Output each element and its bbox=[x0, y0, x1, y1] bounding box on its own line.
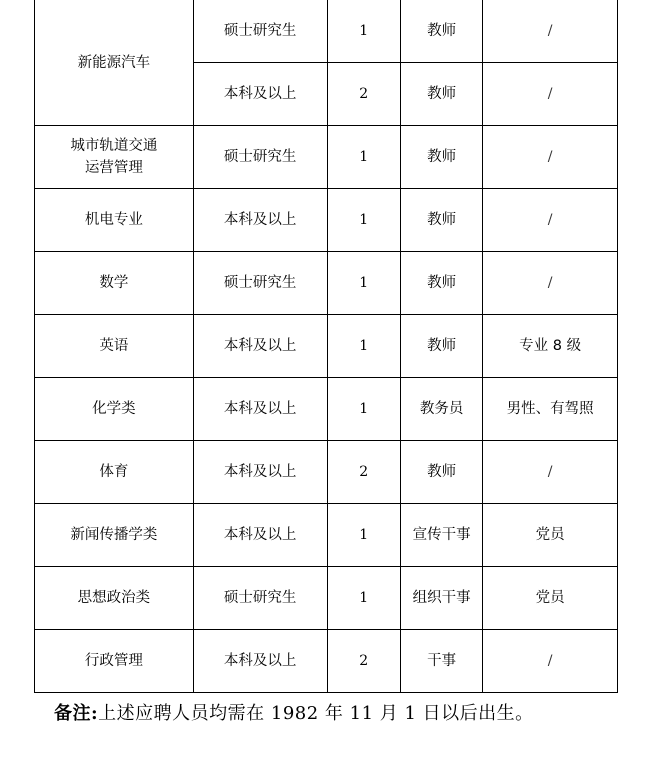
cell-education: 本科及以上 bbox=[193, 63, 327, 126]
cell-requirement: 党员 bbox=[483, 567, 618, 630]
cell-major bbox=[35, 0, 194, 126]
cell-position: 教师 bbox=[400, 315, 482, 378]
major-line: 英语 bbox=[99, 338, 129, 354]
cell-position: 宣传干事 bbox=[400, 504, 482, 567]
major-line: 新能源汽车 bbox=[77, 54, 151, 71]
footnote bbox=[54, 699, 534, 725]
cell-requirement: / bbox=[483, 630, 618, 693]
cell-count: 1 bbox=[327, 252, 400, 315]
major-line: 数学 bbox=[99, 275, 129, 291]
major-line: 新闻传播学类 bbox=[70, 527, 158, 543]
major-line: 城市轨道交通 bbox=[70, 138, 158, 154]
cell-education: 本科及以上 bbox=[193, 378, 327, 441]
cell-education: 硕士研究生 bbox=[193, 567, 327, 630]
major-line: 化学类 bbox=[92, 401, 136, 417]
cell-count: 1 bbox=[327, 378, 400, 441]
cell-major bbox=[35, 252, 194, 315]
cell-requirement: / bbox=[483, 189, 618, 252]
cell-requirement: / bbox=[483, 63, 618, 126]
cell-position: 教师 bbox=[400, 252, 482, 315]
cell-education: 本科及以上 bbox=[193, 315, 327, 378]
recruitment-table bbox=[34, 0, 618, 693]
cell-requirement: / bbox=[483, 0, 618, 63]
table-row bbox=[35, 567, 618, 630]
cell-position: 干事 bbox=[400, 630, 482, 693]
major-line: 思想政治类 bbox=[77, 590, 151, 606]
table-row bbox=[35, 630, 618, 693]
table-row bbox=[35, 441, 618, 504]
cell-education: 本科及以上 bbox=[193, 630, 327, 693]
cell-count: 1 bbox=[327, 0, 400, 63]
table-body bbox=[35, 0, 618, 693]
cell-count: 2 bbox=[327, 441, 400, 504]
cell-requirement: / bbox=[483, 126, 618, 189]
table-row bbox=[35, 0, 618, 63]
cell-requirement: / bbox=[483, 252, 618, 315]
cell-count: 1 bbox=[327, 126, 400, 189]
cell-major bbox=[35, 504, 194, 567]
cell-position: 组织干事 bbox=[400, 567, 482, 630]
cell-position: 教务员 bbox=[400, 378, 482, 441]
cell-requirement: 男性、有驾照 bbox=[483, 378, 618, 441]
cell-position: 教师 bbox=[400, 441, 482, 504]
cell-major bbox=[35, 441, 194, 504]
table-row bbox=[35, 504, 618, 567]
cell-major bbox=[35, 567, 194, 630]
table-row bbox=[35, 126, 618, 189]
table-row bbox=[35, 189, 618, 252]
table-row bbox=[35, 252, 618, 315]
major-line: 体育 bbox=[99, 464, 129, 480]
major-line: 机电专业 bbox=[84, 212, 143, 228]
cell-count: 1 bbox=[327, 189, 400, 252]
cell-major bbox=[35, 630, 194, 693]
cell-count: 2 bbox=[327, 630, 400, 693]
cell-requirement: 专业 8 级 bbox=[483, 315, 618, 378]
major-line: 运营管理 bbox=[84, 160, 143, 176]
cell-position: 教师 bbox=[400, 0, 482, 63]
table-row bbox=[35, 378, 618, 441]
footnote-text: 上述应聘人员均需在 1982 年 11 月 1 日以后出生。 bbox=[98, 703, 534, 724]
cell-education: 硕士研究生 bbox=[193, 252, 327, 315]
cell-major bbox=[35, 315, 194, 378]
cell-requirement: / bbox=[483, 441, 618, 504]
cell-education: 本科及以上 bbox=[193, 441, 327, 504]
major-line: 行政管理 bbox=[84, 653, 143, 669]
table-row bbox=[35, 315, 618, 378]
cell-count: 2 bbox=[327, 63, 400, 126]
cell-major bbox=[35, 189, 194, 252]
cell-count: 1 bbox=[327, 315, 400, 378]
cell-count: 1 bbox=[327, 504, 400, 567]
footnote-label: 备注: bbox=[54, 703, 99, 724]
cell-position: 教师 bbox=[400, 189, 482, 252]
cell-position: 教师 bbox=[400, 126, 482, 189]
cell-major bbox=[35, 126, 194, 189]
cell-major bbox=[35, 378, 194, 441]
cell-education: 硕士研究生 bbox=[193, 126, 327, 189]
cell-education: 硕士研究生 bbox=[193, 0, 327, 63]
cell-education: 本科及以上 bbox=[193, 189, 327, 252]
cell-requirement: 党员 bbox=[483, 504, 618, 567]
cell-position: 教师 bbox=[400, 63, 482, 126]
cell-count: 1 bbox=[327, 567, 400, 630]
cell-education: 本科及以上 bbox=[193, 504, 327, 567]
